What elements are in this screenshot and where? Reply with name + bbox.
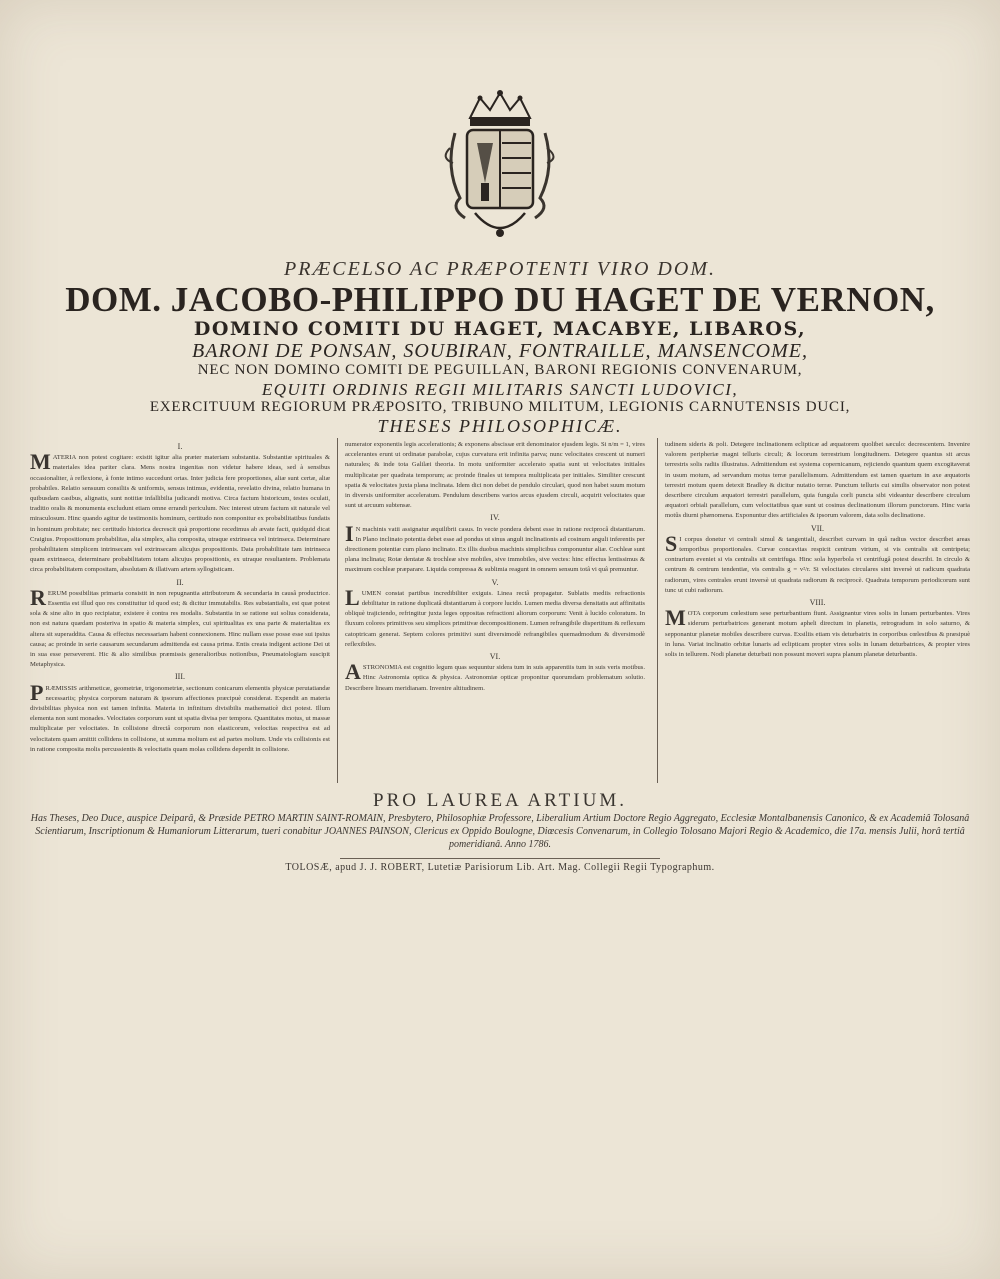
- column-divider: [337, 438, 338, 783]
- printer-divider: [340, 858, 660, 859]
- section-number: I.: [177, 442, 183, 451]
- coat-of-arms-icon: [435, 88, 565, 248]
- respondent-notice: Has Theses, Deo Duce, auspice Deiparâ, & Præside PETRO MARTIN SAINT-ROMAIN, Presbytero, Philosophiæ Professore, Liberalium Artium Doctore Regio Aggregato, Ecclesiæ Montalbanensis Canonico, & ex Academiâ Tolosanâ Scientiarum, Inscriptionum & Humaniorum Litterarum, tueri conabitur JOANNES PAINSON, Clericus ex Oppido Boulogne, Diœcesis Convenarum, in Collegio Tolosano Majori Regio & Academico, die 17a. mensis Julii, horâ tertiâ pomeridianâ. Anno 1786.: [30, 813, 970, 850]
- section-number: III.: [175, 672, 185, 682]
- printer-imprint: TOLOSÆ, apud J. J. ROBERT, Lutetiæ Parisiorum Lib. Art. Mag. Collegii Regii Typographum.: [285, 862, 715, 873]
- section-number: IV.: [490, 513, 500, 523]
- title-military-line: EXERCITUUM REGIORUM PRÆPOSITO, TRIBUNO MILITUM, LEGIONIS CARNUTENSIS DUCI,: [149, 399, 851, 415]
- section-number: VIII.: [809, 598, 826, 608]
- dedicatee-name: DOM. JACOBO-PHILIPPO DU HAGET DE VERNON,: [65, 280, 935, 319]
- title-count-line: DOMINO COMITI DU HAGET, MACABYE, LIBAROS,: [193, 318, 807, 340]
- thesis-paragraph: ASTRONOMIA est cognitio legum quas sequuntur sidera tum in suis apparentiis tum in suis veris motibus. Hinc Astronomia optica & physica. Astronomiæ opticæ proponitur quorumdam problematum solutio. Describere lineam meridianam. Invenire altitudinem.: [345, 659, 645, 692]
- thesis-paragraph: LUMEN constat partibus incredibiliter exiguis. Linea rectâ propagatur. Sublatis mediis refractionis debilitatur in ratione duplicatâ distantiarum à corpore lucido. Lumen media diversa densitatis aut affinitatis obliquè trajiciendo, refringitur juxta leges oppositas refractioni aliorum corporum: Venit à lucido coloratum. In fluxum colores primitivos seu simplices primitivæ decompositionem. Lumen refrangibile dispertitum & reflexum catoptricam generat. Septem colores primitivi sunt diversimodè refrangibiles quemadmodum & diversimodè reflexibiles.: [345, 584, 645, 648]
- thesis-paragraph: MOTA corporum cœlestium sese perturbantium fiunt. Assignantur vires solis in lunam perturbantes. Vires siderum perturbatrices generant motum apheli directum in planetis, retrogradum in solo saturno, & sepponantur planetæ mobiles describere curvas. Exsiliis etiam vis deturbatrix in corporibus cœlestibus & præsipuè in luna. Variat inclinatio orbitæ lunaris ad eclipticam propter vires solis in lunam deturbatrices, & propter vires solis in tellurem. Nodi planetæ deturbati non possunt moveri supra planum planetæ deturbantis.: [665, 605, 970, 659]
- thesis-paragraph: MATERIA non potest cogitare: existit igitur alia præter materiam substantia. Substantiæ spirituales & materiales idea pariter clara. Mens nostra ingenitas non videtur habere ideas, sed à sensibus occasionaliter, à reflexione, à fonte intimo succedunt ortas. Inter judicia fere proportiones, aliæ sunt certæ, aliæ probabiles. Relatio sensuum consiliis & uniformis, sensus intimus, evidentia, revelatio divina, relatio humana in quibusdam casibus, alignatis, sunt notitiæ infallibilia judicandi motiva. Circa factum historicum, testes oculati, traditio oralis & monumenta excludunt etiam omne errandi periculum. Nec interest utrum factum sit naturale vel miraculosum. Hinc quando agitur de testimoniis hominum, certitudo non componitur ex probabilitatibus fundatis in hominum probitate; nec certitudo historica decrescit quà proportione recedimus ab ævate facti, quidquid dicat Craigius. Propositionum probabilitas, alia simplex, alia composita, utraque extrinseca vel intrinseca. Determinare probabilitatem simplicem intrinsecam vel extrinsecam alicujus propositionis. Data probabilitate tam intrinseca quam extrinseca, determinare probabilitatem totam alicujus propositionis, ex utraque resultantem. Problemata circa probabilitatem compositam, absolutam & illativam artem syllogisticam.: [30, 449, 330, 574]
- section-number: V.: [491, 577, 499, 587]
- thesis-paragraph: I N machinis vatii assignatur æquilibrii casus. In vecte pondera debent esse in ratione reciprocâ distantiarum. In Plano inclinato potentia debet esse ad pondus ut sinus anguli inclinationis ad cosinum anguli inferentis per directionem potentiæ cum plano inclinato. Ex illis duobus machinis simplicibus componuntur aliæ. Cochleæ sunt plana inclinata; Rotæ dentatæ & trochleæ sive mobiles, sive immobiles, sive vectes: hinc effectus lentissimus & maximum cochleæ præparare. Liquida compressa & sublimia reagunt in omnem sensum totâ vi quâ premuntur.: [345, 520, 645, 574]
- pro-laurea-heading: PRO LAUREA ARTIUM.: [373, 790, 627, 811]
- column-left: [30, 440, 330, 780]
- thesis-paragraph: S I corpus donetur vi centrali simul & tangentiali, describet curvam in quâ radius vector describet areas temporibus proportionales. Curvæ concavitas respicit centrum virium, si vis centralis sit centripeta; contrarium eveniet si vis centralis sit centrifuga. Hinc sola hyperbola vi centrifugâ potest describi. In circulo & centrum & centrum tendentiæ, vis centralis g = v²/r. Si velocitates circulares sint inversè ut radicum quadrata radiorum, vires centrales erunt inversè ut quadrata radiorum & reciprocè. Quadrata temporum periodicorum sunt tunc ut cubi radiorum.: [665, 530, 970, 594]
- thesis-paragraph: numerator exponentis legis accelerationis; & exponens abscissæ erit denominator ejusdem legis. Si n/m = 1, vires accelerantes erunt ut ordinatæ parabolæ, cujus curvatura erit infinita parva; nunc velocitates crescent ut numeri naturales; & inde tota Galilæi theoria. In motu uniformiter accelerato spatia sunt ut velocitates initiales multiplicatæ per quadrata temporum; ac proinde finales ut tempora multiplicata per initiales. Similiter crescunt spatia & velocitates juxta plana inclinata. Idem dici non debet de pendulo circulari, quod non habet suum motum in diversis uniformiter acceleratum. Pendulum describens varios arcus ejusdem circuli, acquirit velocitates quæ sunt ut arcuum subtensæ.: [345, 441, 645, 510]
- thesis-paragraph: PRÆMISSIS arithmeticæ, geometriæ, trigonometriæ, sectionum conicarum elementis physicæ perutatiandæ necessariis; physica corporum naturam & ipsorum affectiones præcipuè considerat. Expendit an materia divisibilitas physica non est tamen infinita. Materia in infinitum divisibilis mathematicè dici potest. Illum elementa non sunt monades. Velocitates corporum sunt ut spatia divisa per tempora. Quantitates motus, ut massæ multiplicatæ per velocitates. In collisione directâ corporum non elasticorum, velocitas respectiva est ad velocitatem quam amittit collidens in collisione, ut summa molium est ad partes molium. Unde vis collisionis est in ratione composita molis percussientis & velocitatis quam molas collidens deperdit in collisione.: [30, 679, 330, 753]
- theses-heading: THESES PHILOSOPHICÆ.: [377, 416, 623, 436]
- title-peguillan-line: NEC NON DOMINO COMITI DE PEGUILLAN, BARONI REGIONIS CONVENARUM,: [197, 362, 803, 378]
- thesis-paragraph: RERUM possibilitas primaria consistit in non repugnantia attributorum & secundaria in causâ productrice. Essentia est illud quo res constituitur id quod est; & dicitur immutabilis. Res substantialis, est quæ potest sola & sine alio in quo recipiatur, existere è contra res modalis. Substantia in se ratione sui solius considerata, non est natura quædam posteriva in spatio & materia simplex, cui spiritualitas ex una parte & materialitas ex altera sit superaddita. Causa & effectus necessariam habent connexionem. Hinc nullam esse posse esse sui ipsius causa; ac proinde in serie causarum secundarum admittenda est causa prima. Entis creata indigent actione Dei ut in sua esse perseverent. Hic & alio similibus præmissis generalioribus notionibus, Pneumatologiam suscipit Metaphysica.: [30, 584, 330, 669]
- dedication-line: PRÆCELSO AC PRÆPOTENTI VIRO DOM.: [284, 258, 716, 280]
- section-number: VI.: [489, 652, 501, 662]
- column-divider: [657, 438, 658, 783]
- thesis-paragraph: tudinem sideris & poli. Detegere inclinationem eclipticæ ad æquatorem quolibet sæculo: decrescentem. Invenire valorem peripheriæ magni telluris circuli; & locorum terrestrium longitudinem. Detegere quantus sit arcus terrestris solis radiis illustratus. Admittendum est systema copernicanum, rejiciendo quantum quem excogitaverat in usum motum, ad servandum motus terræ parallelismum. Admittendum est tamen quartum in axe æquatoris terrestri motum quem detexit Bradley & dicitur nutatio terræ. Punctum telluris cui similis observator non potest describere circulum æquatori terrestri parallelum, quia fungula corli puncta sibi videantur describere circulum æquatori orbiali parallelum, cum velocitatibus quæ sunt ut cosinus declinationum illorum punctorum. Hinc varia motûs diurni phænomena. Exponuntur dies artificiales & ipsorum valorem, data solis declinatione.: [665, 441, 970, 520]
- column-middle: [345, 440, 645, 780]
- section-number: VII.: [810, 523, 825, 533]
- section-number: II.: [176, 577, 184, 587]
- column-right: [665, 440, 970, 780]
- title-baron-line: BARONI DE PONSAN, SOUBIRAN, FONTRAILLE, MANSENCOME,: [192, 340, 808, 362]
- title-knight-line: EQUITI ORDINIS REGII MILITARIS SANCTI LUDOVICI,: [261, 380, 739, 399]
